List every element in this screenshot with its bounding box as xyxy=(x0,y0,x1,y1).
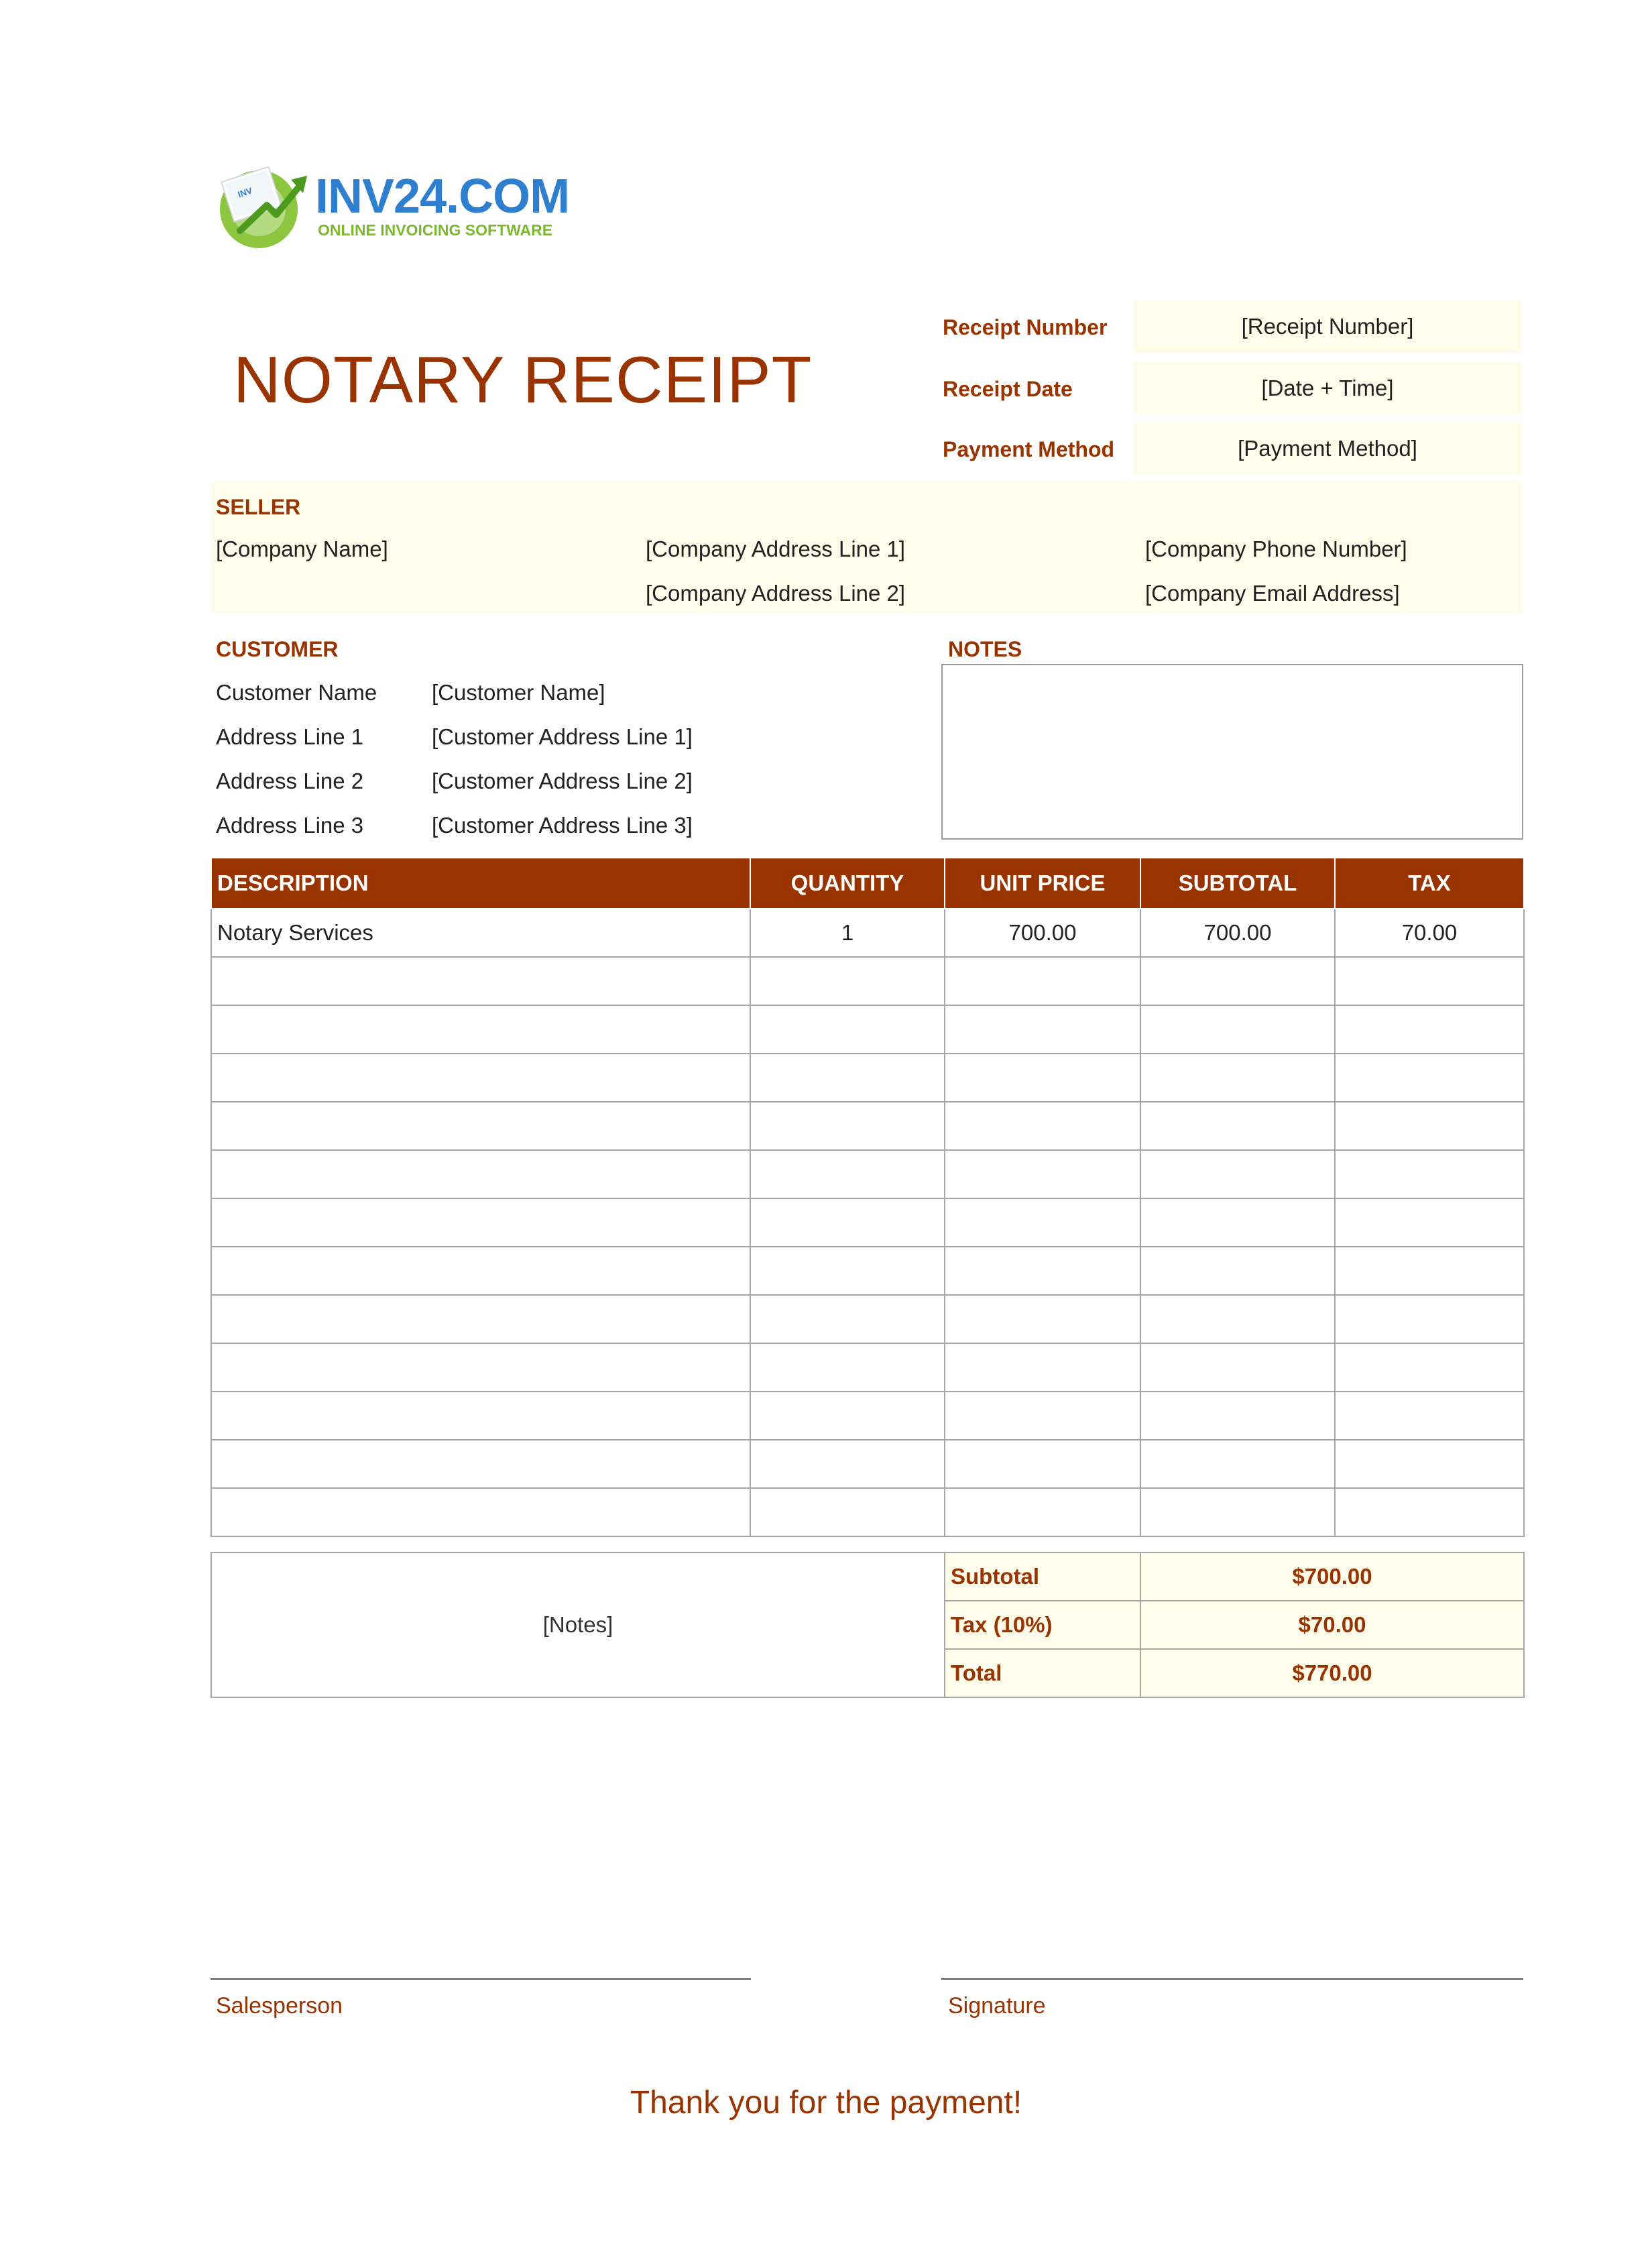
notes-field[interactable] xyxy=(941,664,1523,840)
cell-description[interactable] xyxy=(211,1005,750,1054)
subtotal-value: $700.00 xyxy=(1140,1552,1524,1601)
cell-quantity[interactable] xyxy=(750,1488,945,1536)
customer-address3-label: Address Line 3 xyxy=(216,813,364,838)
cell-quantity[interactable] xyxy=(750,1054,945,1102)
cell-quantity[interactable] xyxy=(750,1005,945,1054)
salesperson-line[interactable] xyxy=(211,1978,751,1980)
cell-tax[interactable] xyxy=(1335,1247,1524,1295)
cell-tax[interactable] xyxy=(1335,1005,1524,1054)
cell-tax[interactable] xyxy=(1335,1440,1524,1488)
cell-subtotal[interactable] xyxy=(1140,1343,1335,1392)
items-body xyxy=(211,909,1524,1536)
table-row xyxy=(211,1488,1524,1536)
col-quantity: QUANTITY xyxy=(750,858,945,909)
items-header-row xyxy=(211,858,1524,909)
customer-address2-label: Address Line 2 xyxy=(216,769,364,793)
cell-description[interactable] xyxy=(211,1102,750,1150)
col-description: DESCRIPTION xyxy=(211,858,750,909)
tax-value: $70.00 xyxy=(1140,1601,1524,1649)
receipt-number-label: Receipt Number xyxy=(943,315,1108,339)
thank-you-message: Thank you for the payment! xyxy=(630,2085,1022,2120)
logo-badge-text: INV xyxy=(236,185,254,200)
cell-description[interactable]: Notary Services xyxy=(211,909,750,957)
cell-unit-price[interactable] xyxy=(945,1488,1140,1536)
cell-subtotal[interactable] xyxy=(1140,1054,1335,1102)
payment-method-value[interactable]: [Payment Method] xyxy=(1133,422,1522,475)
cell-tax[interactable] xyxy=(1335,1488,1524,1536)
signature-label: Signature xyxy=(948,1993,1046,2019)
receipt-date-label: Receipt Date xyxy=(943,377,1073,401)
cell-quantity[interactable] xyxy=(750,1343,945,1392)
seller-address-line-1[interactable]: [Company Address Line 1] xyxy=(646,536,906,561)
customer-address2-value[interactable]: [Customer Address Line 2] xyxy=(432,769,693,793)
customer-address3-value[interactable]: [Customer Address Line 3] xyxy=(432,813,693,838)
cell-unit-price[interactable] xyxy=(945,957,1140,1005)
cell-tax[interactable] xyxy=(1335,1150,1524,1198)
logo-tagline: ONLINE INVOICING SOFTWARE xyxy=(318,221,553,239)
cell-unit-price[interactable] xyxy=(945,1295,1140,1343)
cell-tax[interactable] xyxy=(1335,1198,1524,1247)
cell-subtotal[interactable] xyxy=(1140,1295,1335,1343)
tax-label: Tax (10%) xyxy=(945,1601,1140,1649)
footer-notes[interactable]: [Notes] xyxy=(211,1552,945,1697)
payment-method-label: Payment Method xyxy=(943,437,1115,461)
col-tax: TAX xyxy=(1335,858,1524,909)
notes-heading: NOTES xyxy=(948,637,1022,661)
cell-subtotal[interactable] xyxy=(1140,1198,1335,1247)
cell-tax[interactable] xyxy=(1335,1295,1524,1343)
table-row xyxy=(211,1054,1524,1102)
table-row xyxy=(211,1102,1524,1150)
cell-quantity[interactable] xyxy=(750,1295,945,1343)
cell-quantity[interactable] xyxy=(750,1102,945,1150)
logo-icon xyxy=(213,158,314,252)
table-row xyxy=(211,909,1524,957)
cell-unit-price[interactable] xyxy=(945,1102,1140,1150)
cell-quantity[interactable] xyxy=(750,1247,945,1295)
customer-address1-label: Address Line 1 xyxy=(216,724,364,749)
table-row xyxy=(211,1440,1524,1488)
cell-subtotal[interactable]: 700.00 xyxy=(1140,909,1335,957)
cell-subtotal[interactable] xyxy=(1140,1392,1335,1440)
cell-subtotal[interactable] xyxy=(1140,957,1335,1005)
table-row xyxy=(211,1295,1524,1343)
cell-unit-price[interactable] xyxy=(945,1005,1140,1054)
cell-description[interactable] xyxy=(211,1054,750,1102)
totals-row-subtotal xyxy=(211,1552,1524,1601)
cell-tax[interactable]: 70.00 xyxy=(1335,909,1524,957)
total-value: $770.00 xyxy=(1140,1649,1524,1697)
seller-email[interactable]: [Company Email Address] xyxy=(1145,581,1400,606)
col-unit-price: UNIT PRICE xyxy=(945,858,1140,909)
cell-unit-price[interactable] xyxy=(945,1440,1140,1488)
cell-tax[interactable] xyxy=(1335,1343,1524,1392)
cell-subtotal[interactable] xyxy=(1140,1440,1335,1488)
cell-tax[interactable] xyxy=(1335,957,1524,1005)
cell-unit-price[interactable] xyxy=(945,1150,1140,1198)
seller-heading: SELLER xyxy=(216,495,301,519)
table-row xyxy=(211,1150,1524,1198)
total-label: Total xyxy=(945,1649,1140,1697)
customer-name-label: Customer Name xyxy=(216,680,377,705)
cell-unit-price[interactable] xyxy=(945,1392,1140,1440)
cell-quantity[interactable] xyxy=(750,1198,945,1247)
cell-quantity[interactable]: 1 xyxy=(750,909,945,957)
subtotal-label: Subtotal xyxy=(945,1552,1140,1601)
cell-unit-price[interactable] xyxy=(945,1198,1140,1247)
cell-description[interactable] xyxy=(211,1440,750,1488)
seller-company-name[interactable]: [Company Name] xyxy=(216,536,388,561)
cell-description[interactable] xyxy=(211,1392,750,1440)
page-title: NOTARY RECEIPT xyxy=(233,343,813,416)
col-subtotal: SUBTOTAL xyxy=(1140,858,1335,909)
cell-description[interactable] xyxy=(211,1150,750,1198)
cell-description[interactable] xyxy=(211,1198,750,1247)
cell-quantity[interactable] xyxy=(750,957,945,1005)
cell-quantity[interactable] xyxy=(750,1392,945,1440)
cell-subtotal[interactable] xyxy=(1140,1247,1335,1295)
cell-description[interactable] xyxy=(211,1295,750,1343)
table-row xyxy=(211,1343,1524,1392)
salesperson-label: Salesperson xyxy=(216,1993,343,2019)
cell-unit-price[interactable]: 700.00 xyxy=(945,909,1140,957)
customer-heading: CUSTOMER xyxy=(216,637,339,661)
customer-name-value[interactable]: [Customer Name] xyxy=(432,680,605,705)
table-row xyxy=(211,1247,1524,1295)
totals-table xyxy=(211,1552,1525,1698)
seller-address-line-2[interactable]: [Company Address Line 2] xyxy=(646,581,906,606)
seller-phone[interactable]: [Company Phone Number] xyxy=(1145,536,1407,561)
cell-unit-price[interactable] xyxy=(945,1343,1140,1392)
cell-quantity[interactable] xyxy=(750,1150,945,1198)
receipt-number-value[interactable]: [Receipt Number] xyxy=(1133,300,1522,353)
cell-subtotal[interactable] xyxy=(1140,1102,1335,1150)
table-row xyxy=(211,1392,1524,1440)
table-row xyxy=(211,957,1524,1005)
customer-address1-value[interactable]: [Customer Address Line 1] xyxy=(432,724,693,749)
cell-description[interactable] xyxy=(211,1488,750,1536)
cell-subtotal[interactable] xyxy=(1140,1488,1335,1536)
cell-tax[interactable] xyxy=(1335,1054,1524,1102)
cell-tax[interactable] xyxy=(1335,1392,1524,1440)
logo-name: INV24.COM xyxy=(315,170,570,223)
cell-description[interactable] xyxy=(211,1247,750,1295)
logo xyxy=(213,158,314,252)
table-row xyxy=(211,1198,1524,1247)
cell-description[interactable] xyxy=(211,957,750,1005)
cell-quantity[interactable] xyxy=(750,1440,945,1488)
cell-subtotal[interactable] xyxy=(1140,1005,1335,1054)
cell-unit-price[interactable] xyxy=(945,1054,1140,1102)
items-table xyxy=(211,857,1525,1537)
cell-unit-price[interactable] xyxy=(945,1247,1140,1295)
receipt-date-value[interactable]: [Date + Time] xyxy=(1133,362,1522,414)
cell-tax[interactable] xyxy=(1335,1102,1524,1150)
signature-line[interactable] xyxy=(941,1978,1523,1980)
table-row xyxy=(211,1005,1524,1054)
cell-description[interactable] xyxy=(211,1343,750,1392)
cell-subtotal[interactable] xyxy=(1140,1150,1335,1198)
